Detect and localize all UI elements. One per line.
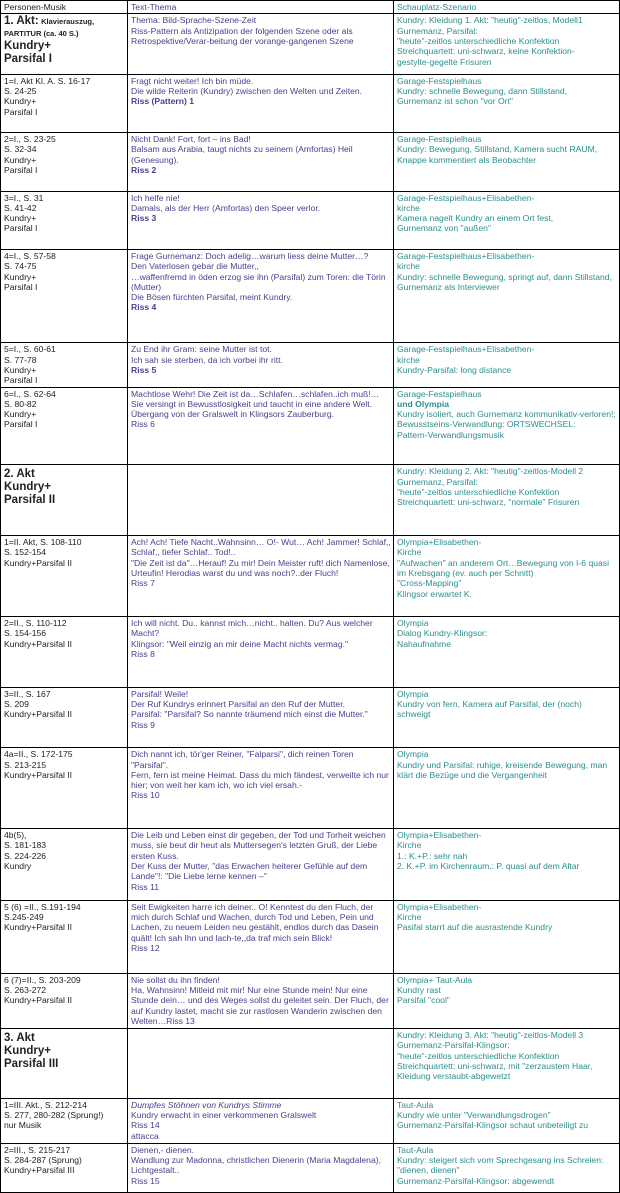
act1-setting-line: gestylte-gegelte Frisuren — [397, 56, 492, 67]
cell-line: 2. K.+P. im Kirchenraum.: P. quasi auf dem Altar — [397, 861, 580, 872]
schauplatz-cell — [394, 536, 620, 617]
cell-line: Riss 14 — [131, 1120, 160, 1131]
cell-line: Kundry isoliert, auch Gurnemanz kommunikativ-verloren!; — [397, 409, 616, 420]
text-thema-cell — [128, 748, 394, 829]
act1-theme-line: Thema: Bild-Sprache-Szene-Zeit — [131, 15, 257, 26]
cell-line: Kundry: Bewegung, Stillstand, Kamera sucht RAUM, — [397, 144, 598, 155]
cell-line: Kundry wie unter "Verwandlungsdrogen" — [397, 1109, 551, 1120]
cell-line: "Cross-Mapping" — [397, 578, 462, 589]
cell-line: S. 224-226 — [4, 850, 47, 861]
cell-line: Parsifal "cool" — [397, 995, 450, 1006]
cell-line: Kundry erwacht in einer verkommenen Gralswelt — [131, 1109, 317, 1120]
cell-line: S.245-249 — [4, 912, 44, 923]
cell-line: 4a=II., S. 172-175 — [4, 749, 73, 760]
cell-line: Riss 4 — [131, 302, 157, 313]
cell-line: Parsifal I — [4, 419, 38, 430]
act1-setting-line: "heute"-zeitlos unterschiedliche Konfektion — [397, 35, 560, 46]
text-thema-cell — [128, 74, 394, 132]
act3-title: 3. Akt — [4, 1032, 35, 1045]
schauplatz-cell — [394, 1098, 620, 1143]
personen-cell — [1, 1098, 128, 1143]
cell-line: Parsifal I — [4, 106, 38, 117]
cell-line: Kamera nagelt Kundry an einem Ort fest, — [397, 213, 554, 224]
cell-line: Olympia — [397, 749, 429, 760]
act3-parsifal: Parsifal III — [4, 1058, 59, 1071]
table-row — [1, 133, 620, 191]
personen-cell — [1, 829, 128, 901]
cell-line: und Olympia — [397, 398, 450, 409]
text-thema-cell — [128, 1143, 394, 1192]
table-row — [1, 536, 620, 617]
cell-line: Der Kuss der Mutter, "das Erwachen heiterer Gefühle auf dem Lande"!: "Die Liebe lerne kennen –" — [131, 861, 368, 882]
personen-cell — [1, 343, 128, 387]
cell-line: Frage Gurnemanz: Doch adelig…warum liess deine Mutter…? — [131, 251, 369, 261]
cell-line: Kundry+ — [4, 271, 37, 282]
act1-theme-cell — [128, 14, 394, 74]
cell-line: Die wilde Reiterin (Kundry) zwischen den Welten und Zeiten. — [131, 86, 363, 97]
cell-line: Ich sah sie sterben, da ich vorbei ihr ritt. — [131, 354, 283, 365]
cell-line: Kundry+ — [4, 409, 37, 420]
cell-line: Kundry-Parsifal: long distance — [397, 364, 512, 375]
schauplatz-cell — [394, 1143, 620, 1192]
cell-line: Gurnemanz-Parsifal-Klingsor schaut unbeteiligt zu — [397, 1120, 589, 1131]
cell-line: Seit Ewigkeiten harre ich deiner.. O! Kenntest du den Fluch, der mich durch Schlaf und Wachen, durch Tod und Leben, Pein und Lachen, zu neuem Leiden neu gestählt, endlos durch das Dasein quält! Ich sah Ihn und lach-te,,da traf mich sein Blick! — [131, 901, 379, 943]
text-thema-cell — [128, 536, 394, 617]
schauplatz-cell — [394, 829, 620, 901]
schauplatz-cell — [394, 687, 620, 747]
cell-line: nur Musik — [4, 1120, 42, 1131]
cell-line: Die Bösen fürchten Parsifal, meint Kundry. — [131, 292, 293, 303]
table-row — [1, 343, 620, 387]
cell-line: 2=II., S. 110-112 — [4, 618, 67, 629]
cell-line: …waffenfremd in öden erzog sie ihn (Parsifal) zum Toren: die Törin (Mutter) — [131, 271, 386, 292]
cell-line: Olympia+Elisabethen- — [397, 830, 482, 841]
cell-line: Ach! Ach! Tiefe Nacht..Wahnsinn… O!- Wut… Ach! Jammer! Schlaf,, Schlaf,, tiefer Schlaf.. Tod!.. — [131, 537, 391, 558]
cell-line: 1=I. Akt Kl. A. S. 16-17 — [4, 75, 91, 86]
cell-line: Kundry+Parsifal III — [4, 1165, 75, 1176]
cell-line: Kirche — [397, 912, 422, 923]
table-row — [1, 748, 620, 829]
cell-line: Riss 11 — [131, 881, 160, 892]
cell-line: Kundry rast — [397, 984, 441, 995]
personen-cell — [1, 687, 128, 747]
schauplatz-cell — [394, 387, 620, 465]
cell-line: Garage-Festspielhaus+Elisabethen- — [397, 192, 535, 203]
act1-riss-pattern: Riss-Pattern als Antizipation der folgenden Szene oder als Retrospektive/Verar-beitung der vorange-gangenen Szene — [131, 25, 354, 46]
act1-setting-line: Gurnemanz, Parsifal: — [397, 25, 478, 36]
act3-row — [1, 1029, 620, 1099]
schauplatz-cell — [394, 343, 620, 387]
personen-cell — [1, 748, 128, 829]
cell-line: Taut-Aula — [397, 1099, 434, 1110]
cell-line: Taut-Aula — [397, 1144, 434, 1155]
cell-line: Machtlose Wehr! Die Zeit ist da…Schlafen…schlafen..ich muß!… — [131, 388, 380, 399]
personen-cell — [1, 250, 128, 343]
table-row — [1, 250, 620, 343]
header-schauplatz-szenario: Schauplatz-Szenario — [394, 1, 620, 14]
cell-line: 4b(5), — [4, 830, 27, 841]
header-personen-musik: Personen-Musik — [1, 1, 128, 14]
personen-cell — [1, 536, 128, 617]
act1-title-cell — [1, 14, 128, 74]
cell-line: Riss 9 — [131, 719, 155, 730]
cell-line: Gurnemanz als Interviewer — [397, 281, 500, 292]
act2-setting-line: Gurnemanz, Parsifal: — [397, 476, 478, 487]
table-row — [1, 829, 620, 901]
cell-line: S. 277, 280-282 (Sprung!) — [4, 1109, 104, 1120]
cell-line: Den Vaterlosen gebar die Mutter,, — [131, 261, 259, 272]
text-thema-cell — [128, 250, 394, 343]
act3-setting-cell — [394, 1029, 620, 1099]
cell-line: Bewusstseins-Verwandlung: ORTSWECHSEL: — [397, 419, 576, 430]
act2-row — [1, 465, 620, 536]
schauplatz-cell — [394, 748, 620, 829]
cell-line: Der Ruf Kundrys erinnert Parsifal an den Ruf der Mutter. — [131, 699, 345, 710]
text-thema-cell — [128, 687, 394, 747]
cell-line: Kundry+ — [4, 154, 37, 165]
header-row — [1, 1, 620, 14]
cell-line: Riss 10 — [131, 790, 160, 801]
act1-parsifal: Parsifal I — [4, 52, 52, 65]
cell-line: kirche — [397, 202, 420, 213]
act3-title-cell — [1, 1029, 128, 1099]
cell-line: Ha, Wahnsinn! Mitleid mit mir! Nur eine Stunde mein! Nur eine Stunde dein… und des Weges sollst du geleitet sein. Der Fluch, der auf Kundry lastet, macht sie zur rastlosen Wanderin zwischen den Welten…Riss 13 — [131, 984, 389, 1026]
cell-line: Klingsor: "Weil einzig an mir deine Macht nichts vermag." — [131, 638, 349, 649]
text-thema-cell — [128, 1098, 394, 1143]
cell-line: Pasifal starrt auf die ausrastende Kundry — [397, 922, 553, 933]
text-thema-cell — [128, 617, 394, 688]
cell-line: S. 213-215 — [4, 759, 47, 770]
act1-row — [1, 14, 620, 74]
cell-line: Parsifal I — [4, 165, 38, 176]
cell-line: Fern, fern ist meine Heimat. Dass du mich fändest, verweilte ich nur hier; von weit her kam ich, wo ich viel ersah.- — [131, 769, 389, 791]
table-row — [1, 617, 620, 688]
cell-line: 5=I., S. 60-61 — [4, 344, 56, 355]
cell-line: Balsam aus Arabia, taugt nichts zu seinem (Amfortas) Heil (Genesung). — [131, 144, 353, 165]
cell-line: Olympia — [397, 618, 429, 629]
cell-line: "Aufwachen" an anderem Ort…Bewegung von I-6 quasi im Krebsgang (ev. auch per Schnitt) — [397, 557, 609, 578]
schauplatz-cell — [394, 74, 620, 132]
cell-line: Garage-Festspielhaus+Elisabethen- — [397, 344, 535, 355]
act2-setting-line: Kundry: Kleidung 2. Akt: "heutig"-zeitlos-Modell 2 — [397, 466, 584, 477]
cell-line: Knappe kommentiert als Beobachter — [397, 154, 537, 165]
act2-setting-line: "heute"-zeitlos unterschiedliche Konfektion — [397, 487, 560, 497]
act3-theme-cell — [128, 1029, 394, 1099]
cell-line: Kirche — [397, 547, 422, 558]
cell-line: S. 32-34 — [4, 144, 37, 155]
header-text-thema: Text-Thema — [128, 1, 394, 14]
cell-line: Riss 5 — [131, 364, 157, 375]
personen-cell — [1, 617, 128, 688]
act2-setting-line: Streichquartett: uni-schwarz, "normale" Frisuren — [397, 497, 580, 508]
cell-line: Garage-Festspielhaus+Elisabethen- — [397, 251, 535, 261]
cell-line: Riss 6 — [131, 419, 155, 430]
table-row — [1, 191, 620, 249]
cell-line: Riss 12 — [131, 943, 160, 954]
cell-line: 6=I., S. 62-64 — [4, 388, 56, 399]
schauplatz-cell — [394, 617, 620, 688]
schauplatz-cell — [394, 191, 620, 249]
act3-kundry: Kundry+ — [4, 1045, 51, 1058]
cell-line: 2=III., S. 215-217 — [4, 1144, 71, 1155]
cell-line: Gurnemanz-Parsifal-Klingsor: abgewendt — [397, 1175, 555, 1186]
cell-line: 3=II., S. 167 — [4, 688, 51, 699]
table-row — [1, 1143, 620, 1192]
cell-line: kirche — [397, 261, 420, 272]
cell-line: Sie versingt in Bewusstlosigkeit und taucht in eine andere Welt. — [131, 398, 373, 409]
cell-line: Gurnemanz von "außen" — [397, 223, 491, 234]
cell-line: 3=I., S. 31 — [4, 192, 44, 203]
cell-line: Kundry — [4, 861, 32, 872]
cell-line: Kundry: schnelle Bewegung, springt auf, dann Stillstand, — [397, 271, 612, 282]
cell-line: Übergang von der Gralswelt in Klingsors Zauberburg. — [131, 409, 335, 420]
cell-line: S. 152-154 — [4, 547, 47, 558]
cell-line: 2=I., S. 23-25 — [4, 134, 56, 145]
cell-line: S. 24-25 — [4, 86, 37, 97]
personen-cell — [1, 1143, 128, 1192]
act3-setting-line: Streichquartett: uni-schwarz, mit "zerzaustem Haar, Kleidung verstaubt-abgewetzt — [397, 1060, 593, 1082]
cell-line: kirche — [397, 354, 420, 365]
cell-line: S. 209 — [4, 699, 29, 710]
cell-line: Nahaufnahme — [397, 638, 451, 649]
cell-line: 1=III. Akt., S. 212-214 — [4, 1099, 87, 1110]
table-row — [1, 387, 620, 465]
cell-line: 1=II. Akt, S. 108-110 — [4, 537, 82, 548]
act2-title-cell — [1, 465, 128, 536]
personen-cell — [1, 973, 128, 1028]
cell-line: Kundry: steigert sich vom Sprechgesang ins Schreien: "dienen, dienen" — [397, 1155, 604, 1176]
schauplatz-cell — [394, 133, 620, 191]
table-row — [1, 900, 620, 973]
cell-line: Ich will nicht. Du.. kannst mich…nicht.. halten. Du? Aus welcher Macht? — [131, 618, 373, 639]
cell-line: Garage-Festspielhaus — [397, 134, 482, 145]
cell-line: Kundry+ — [4, 96, 37, 107]
act3-rows — [1, 1098, 620, 1192]
cell-line: Kirche — [397, 840, 422, 851]
act1-subtitle: Klavierauszug, PARTITUR (ca. 40 S.) — [4, 17, 95, 39]
act1-kundry: Kundry+ — [4, 39, 51, 52]
cell-line: S. 74-75 — [4, 261, 37, 272]
cell-line: Kundry+Parsifal II — [4, 557, 73, 568]
cell-line: Kundry von fern, Kamera auf Parsifal, der (noch) schweigt — [397, 699, 582, 720]
cell-line: Riss 3 — [131, 213, 157, 224]
cell-line: Pattern-Verwandlungsmusik — [397, 429, 504, 440]
text-thema-cell — [128, 133, 394, 191]
cell-line: S. 41-42 — [4, 202, 37, 213]
cell-line: S. 154-156 — [4, 628, 47, 639]
cell-line: Kundry+ — [4, 213, 37, 224]
personen-cell — [1, 387, 128, 465]
cell-line: Riss 15 — [131, 1175, 160, 1186]
cell-line: Olympia+ Taut-Aula — [397, 974, 473, 985]
act1-rows — [1, 74, 620, 465]
cell-line: S. 181-183 — [4, 840, 47, 851]
cell-line: S. 284-287 (Sprung) — [4, 1155, 82, 1166]
cell-line: S. 77-78 — [4, 354, 37, 365]
cell-line: Riss 2 — [131, 165, 157, 176]
act2-theme-cell — [128, 465, 394, 536]
cell-line: Nie sollst du ihn finden! — [131, 974, 220, 985]
act1-title: 1. Akt: — [4, 15, 39, 28]
act2-parsifal: Parsifal II — [4, 494, 56, 507]
act3-setting-line: Kundry: Kleidung 3. Akt: "heutig"-zeitlos-Modell 3 — [397, 1030, 584, 1041]
cell-line: Olympia+Elisabethen- — [397, 901, 482, 912]
cell-line: Dumpfes Stöhnen von Kundrys Stimme — [131, 1099, 282, 1110]
cell-line: Garage-Festspielhaus — [397, 75, 482, 86]
cell-line: Gurnemanz ist schon "vor Ort" — [397, 96, 513, 107]
cell-line: Kundry: schnelle Bewegung, dann Stillstand, — [397, 86, 568, 97]
act1-setting-line: Kundry: Kleidung 1. Akt: "heutig"-zeitlos, Modell1 — [397, 15, 583, 26]
cell-line: Kundry+Parsifal II — [4, 769, 73, 780]
cell-line: Die Leib und Leben einst dir gegeben, der Tod und Torheit weichen muss, sie beut dir heut als Muttersegen's letzten Gruß, der Liebe ersten Kuss. — [131, 830, 386, 861]
text-thema-cell — [128, 829, 394, 901]
cell-line: Parsifal I — [4, 375, 38, 386]
text-thema-cell — [128, 191, 394, 249]
cell-line: 4=I., S. 57-58 — [4, 251, 56, 261]
act2-title: 2. Akt — [4, 468, 35, 481]
schauplatz-cell — [394, 973, 620, 1028]
cell-line: Kundry+Parsifal II — [4, 922, 73, 933]
cell-line: Wandlung zur Madonna, christlichen Dienerin (Maria Magdalena), Lichtgestalt.. — [131, 1155, 381, 1176]
text-thema-cell — [128, 900, 394, 973]
table-row — [1, 1098, 620, 1143]
cell-line: Dienen,- dienen. — [131, 1144, 195, 1155]
text-thema-cell — [128, 973, 394, 1028]
cell-line: Klingsor erwartet K. — [397, 588, 472, 599]
personen-cell — [1, 191, 128, 249]
cell-line: Parsifal I — [4, 281, 38, 292]
cell-line: Riss 8 — [131, 648, 155, 659]
cell-line: Parsifal I — [4, 223, 38, 234]
personen-cell — [1, 900, 128, 973]
schauplatz-cell — [394, 900, 620, 973]
cell-line: Kundry+Parsifal II — [4, 709, 73, 720]
cell-line: Kundry und Parsifal: ruhige, kreisende Bewegung, man klärt die Bezüge und die Vergangenheit — [397, 759, 608, 780]
cell-line: 1.: K.+P.: sehr nah — [397, 850, 468, 861]
table-row — [1, 687, 620, 747]
act1-setting-line: Streichquartett: uni-schwarz, keine Konfektion- — [397, 46, 575, 57]
cell-line: Damals, als der Herr (Amfortas) den Speer verlor. — [131, 202, 321, 213]
cell-line: 5 (6) =II., S.191-194 — [4, 901, 81, 912]
cell-line: S. 80-82 — [4, 398, 37, 409]
cell-line: attacca — [131, 1130, 159, 1141]
cell-line: Kundry+ — [4, 364, 37, 375]
schauplatz-cell — [394, 250, 620, 343]
cell-line: Kundry+Parsifal II — [4, 638, 73, 649]
table-row — [1, 74, 620, 132]
act2-setting-cell — [394, 465, 620, 536]
cell-line: Nicht Dank! Fort, fort – ins Bad! — [131, 134, 251, 145]
text-thema-cell — [128, 387, 394, 465]
cell-line: Riss 7 — [131, 578, 155, 589]
personen-cell — [1, 133, 128, 191]
cell-line: Parsifal: "Parsifal? So nannte träumend mich einst die Mutter." — [131, 709, 368, 720]
cell-line: Zu End ihr Gram: seine Mutter ist tot. — [131, 344, 272, 355]
cell-line: Parsifal! Weile! — [131, 688, 189, 699]
cell-line: Fragt nicht weiter! Ich bin müde. — [131, 75, 254, 86]
act2-kundry: Kundry+ — [4, 481, 51, 494]
act1-setting-cell — [394, 14, 620, 74]
cell-line: Ich helfe nie! — [131, 192, 180, 203]
personen-cell — [1, 74, 128, 132]
cell-line: "Die Zeit ist da"…Herauf! Zu mir! Dein Meister ruft! dich Namenlose, Urteufin! Herodias warst du und was noch?..der Fluch! — [131, 557, 390, 578]
cell-line: Riss (Pattern) 1 — [131, 96, 195, 107]
cell-line: S. 263-272 — [4, 984, 47, 995]
cell-line: Kundry+Parsifal II — [4, 995, 73, 1006]
table-row — [1, 973, 620, 1028]
cell-line: Olympia+Elisabethen- — [397, 537, 482, 548]
cell-line: Olympia — [397, 688, 429, 699]
cell-line: Dialog Kundry-Klingsor: — [397, 628, 488, 639]
cell-line: Dich nannt ich, tör'ger Reiner, "Falparsi", dich reinen Toren "Parsifal". — [131, 749, 354, 770]
cell-line: 6 (7)=II., S. 203-209 — [4, 974, 81, 985]
act3-setting-line: "heute"-zeitlos unterschiedliche Konfektion — [397, 1050, 560, 1061]
cell-line: Garage-Festspielhaus — [397, 388, 482, 399]
text-thema-cell — [128, 343, 394, 387]
act3-setting-line: Gurnemanz-Parsifal-Klingsor: — [397, 1040, 510, 1051]
act2-rows — [1, 536, 620, 1029]
